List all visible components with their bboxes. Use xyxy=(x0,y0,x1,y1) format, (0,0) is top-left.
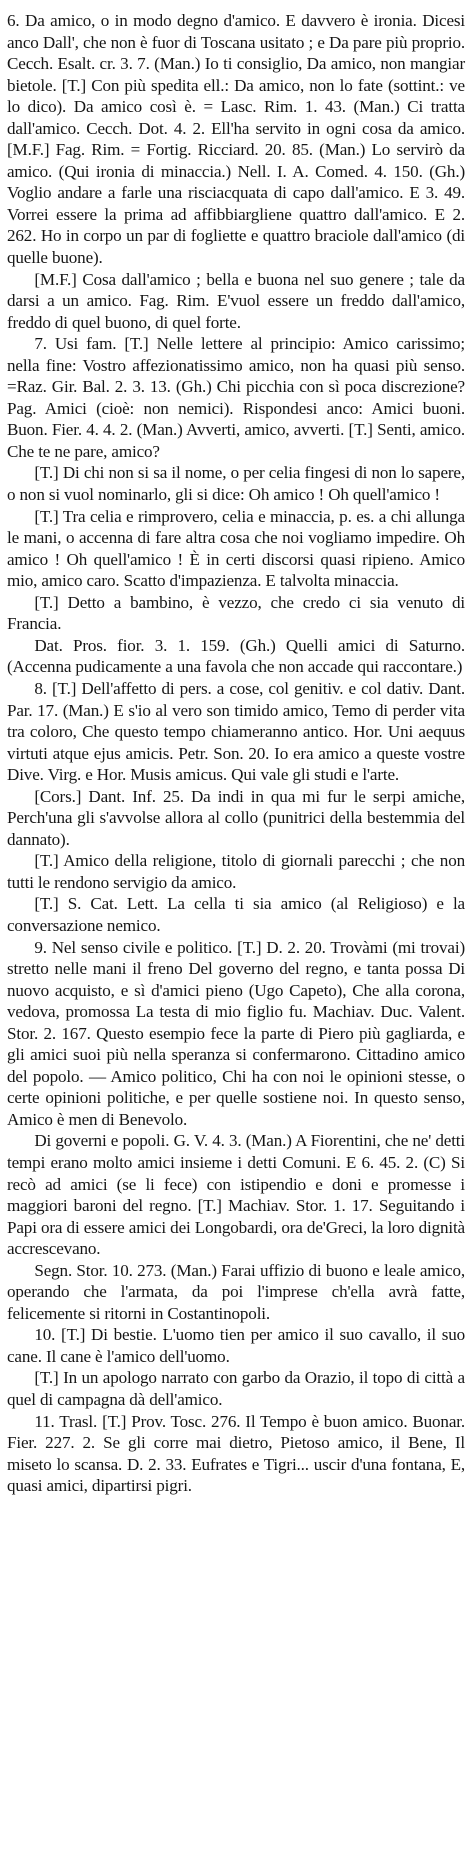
entry-paragraph: Segn. Stor. 10. 273. (Man.) Farai uffizio di buono e leale amico, operando che l'armata, da poi l'imprese ch'ella avrà fatte, felicemente si ritorni in Costantinopoli. xyxy=(7,1260,465,1323)
entry-sense-paragraph: 11. Trasl. [T.] Prov. Tosc. 276. Il Tempo è buon amico. Buonar. Fier. 227. 2. Se gli corre mai dietro, Pietoso amico, il Bene, Il miseto lo scansa. D. 2. 33. Eufrates e Tigri... uscir d'una fontana, E, quasi amici, dipartirsi pigri. xyxy=(7,1411,465,1496)
entry-paragraph: [T.] In un apologo narrato con garbo da Orazio, il topo di città a quel di campagna dà dell'amico. xyxy=(7,1368,465,1409)
entry-paragraph: [M.F.] Cosa dall'amico ; bella e buona nel suo genere ; tale da darsi a un amico. Fag. Rim. E'vuol essere un freddo dall'amico, freddo di quel buono, di quel forte. xyxy=(7,269,465,332)
dictionary-entry-amico xyxy=(7,10,465,1497)
entry-sense-paragraph: 7. Usi fam. [T.] Nelle lettere al principio: Amico carissimo; nella fine: Vostro affezionatissimo amico, non ha quasi più senso. =Raz. Gir. Bal. 2. 3. 13. (Gh.) Chi picchia con sì poca discrezione? Pag. Amici (cioè: non nemici). Rispondesi anco: Amici buoni. Buon. Fier. 4. 4. 2. (Man.) Avverti, amico, avverti. [T.] Senti, amico. Che te ne pare, amico? xyxy=(7,334,465,461)
entry-paragraph: [T.] Amico della religione, titolo di giornali parecchi ; che non tutti le rendono servigio da amico. xyxy=(7,851,465,892)
entry-paragraph: Di governi e popoli. G. V. 4. 3. (Man.) A Fiorentini, che ne' detti tempi erano molto amici insieme i detti Comuni. E 6. 45. 2. (C) Si recò ad amici (se li fece) con istipendio e doni e promesse i maggiori baroni del regno. [T.] Machiav. Stor. 1. 17. Seguitando i Papi ora di essere amici dei Longobardi, ora de'Greci, la loro dignità accrescevano. xyxy=(7,1131,465,1259)
entry-sense-paragraph: 9. Nel senso civile e politico. [T.] D. 2. 20. Trovàmi (mi trovai) stretto nelle mani il freno Del governo del regno, e tanta possa Di nuovo acquisto, e sì d'amici pieno (Ugo Capeto), Che alla corona, vedova, promossa La testa di mio figlio fu. Machiav. Duc. Valent. Stor. 2. 167. Questo esempio fece la parte di Piero più gagliarda, e gli amici suoi più nella speranza si confermarono. Cittadino amico del popolo. — Amico politico, Chi ha con noi le opinioni stesse, o certe opinioni politiche, e per quelle sostiene noi. In questo senso, Amico è men di Benevolo. xyxy=(7,937,465,1129)
entry-paragraph: [T.] Detto a bambino, è vezzo, che credo ci sia venuto di Francia. xyxy=(7,592,465,634)
entry-paragraph: [T.] Di chi non si sa il nome, o per celia fingesi di non lo sapere, o non si vuol nominarlo, gli si dice: Oh amico ! Oh quell'amico ! xyxy=(7,463,465,505)
entry-paragraph: [T.] Tra celia e rimprovero, celia e minaccia, p. es. a chi allunga le mani, o accenna di fare altra cosa che noi vogliamo impedire. Oh amico ! Oh quell'amico ! È in certi discorsi quasi ripieno. Amico mio, amico caro. Scatto d'impazienza. E talvolta minaccia. xyxy=(7,506,465,591)
entry-sense-paragraph: 6. Da amico, o in modo degno d'amico. E davvero è ironia. Dicesi anco Dall', che non è fuor di Toscana usitato ; e Da pare più proprio. Cecch. Esalt. cr. 3. 7. (Man.) Io ti consiglio, Da amico, non mangiar bietole. [T.] Con più spedita ell.: Da amico, non lo fate (sottint.: ve lo dico). Da amico così è. = Lasc. Rim. 1. 43. (Man.) Ci tratta dall'amico. Cecch. Dot. 4. 2. Ell'ha servito in ogni cosa da amico. [M.F.] Fag. Rim. = Fortig. Ricciard. 20. 85. (Man.) Lo servirò da amico. (Qui ironia di minaccia.) Nell. I. A. Comed. 4. 150. (Gh.) Voglio andare a farle una risciacquata di capo dall'amico. E 3. 49. Vorrei essere la prima ad affibbiargliene quattro dall'amico. E 2. 262. Ho in corpo un par di fogliette e quattro braciole dall'amico (di quelle buone). xyxy=(7,11,465,268)
entry-sense-paragraph: 8. [T.] Dell'affetto di pers. a cose, col genitiv. e col dativ. Dant. Par. 17. (Man.) E s'io al vero son timido amico, Temo di perder vita tra coloro, Che questo tempo chiameranno antico. Hor. Uni aequus virtuti atque ejus amicis. Petr. Son. 20. Io era amico a queste vostre Dive. Virg. e Hor. Musis amicus. Qui vale gli studi e l'arte. xyxy=(7,678,465,785)
entry-paragraph: Dat. Pros. fior. 3. 1. 159. (Gh.) Quelli amici di Saturno. (Accenna pudicamente a una favola che non accade qui raccontare.) xyxy=(7,635,465,677)
entry-paragraph: [T.] S. Cat. Lett. La cella ti sia amico (al Religioso) e la conversazione nemico. xyxy=(7,894,465,935)
entry-paragraph: [Cors.] Dant. Inf. 25. Da indi in qua mi fur le serpi amiche, Perch'una gli s'avvolse allora al collo (punitrici della bestemmia del dannato). xyxy=(7,786,465,849)
entry-sense-paragraph: 10. [T.] Di bestie. L'uomo tien per amico il suo cavallo, il suo cane. Il cane è l'amico dell'uomo. xyxy=(7,1325,465,1366)
